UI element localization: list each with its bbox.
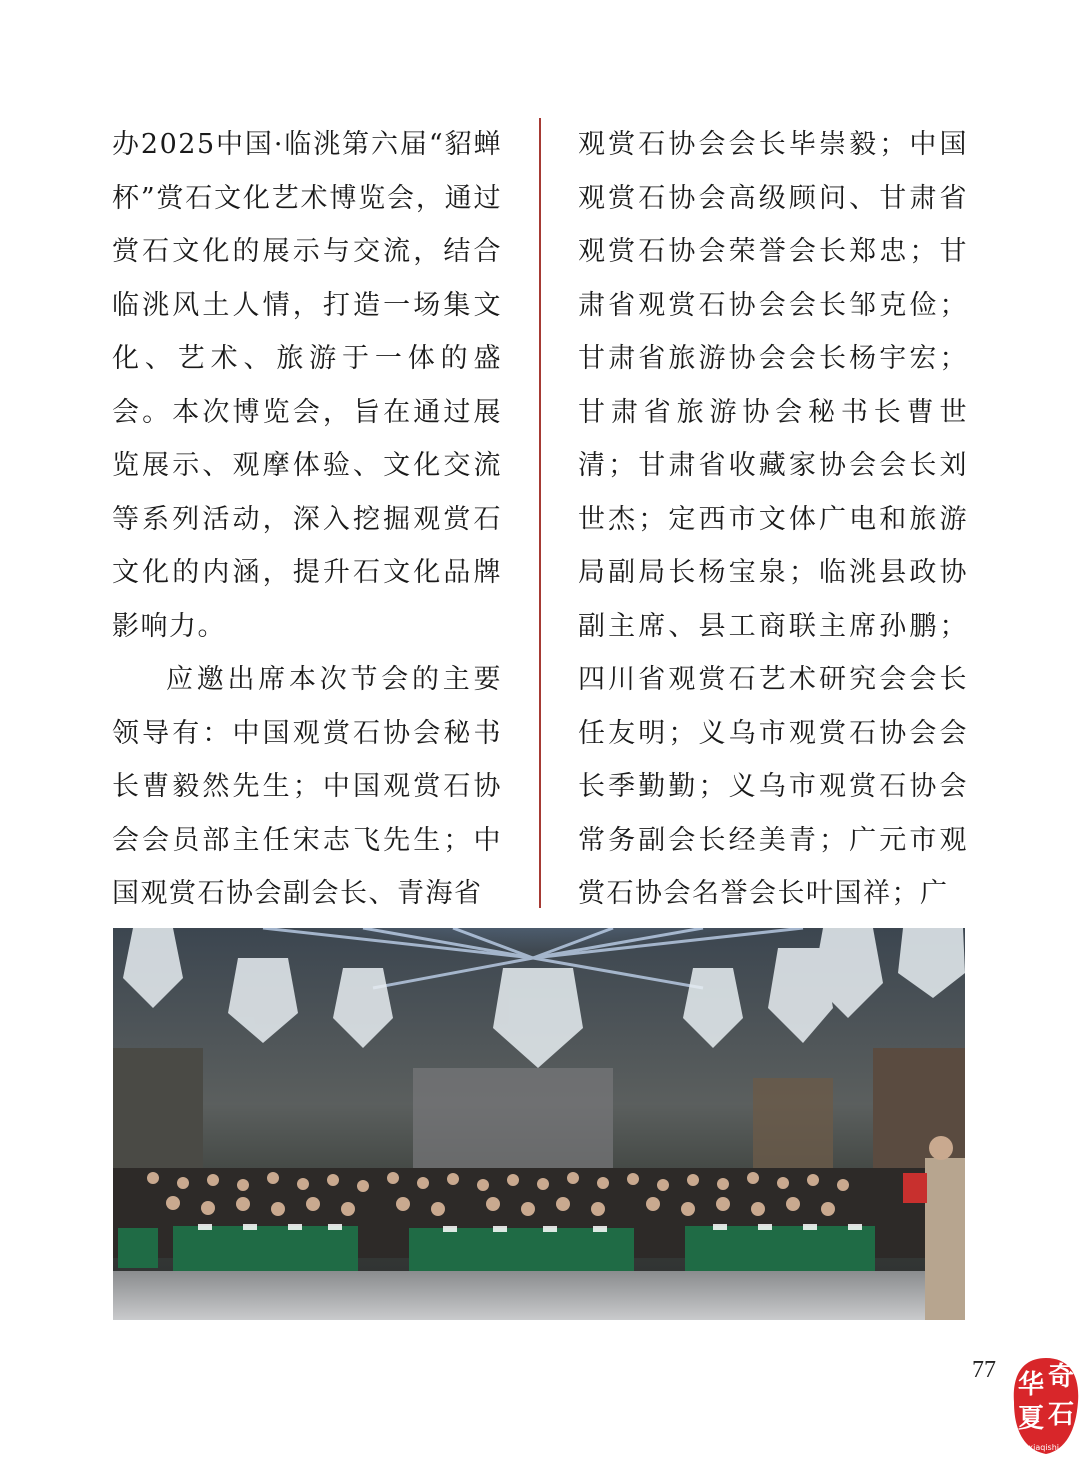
seal-char: 夏: [1018, 1404, 1045, 1434]
left-text-column: [112, 118, 502, 921]
right-text-column: [578, 118, 968, 921]
watermark-logo: [1010, 1350, 1080, 1458]
page-number: 77: [972, 1357, 996, 1383]
paragraph: 应邀出席本次节会的主要领导有：中国观赏石协会秘书长曹毅然先生；中国观赏石协会会员部主任宋志飞先生；中国观赏石协会副会长、青海省: [112, 664, 502, 909]
paragraph: 办2025中国·临洮第六届“貂蝉杯”赏石文化艺术博览会，通过赏石文化的展示与交流，结合临洮风土人情，打造一场集文化、艺术、旅游于一体的盛会。本次博览会，旨在通过展览展示、观摩体验、文化交流等系列活动，深入挖掘观赏石文化的内涵，提升石文化品牌影响力。: [112, 129, 502, 642]
seal-url: huaxiaqishi.com: [1013, 1443, 1079, 1452]
seal-char: 奇: [1048, 1362, 1075, 1392]
seal-char: 华: [1018, 1370, 1045, 1400]
seal-char: 石: [1048, 1400, 1075, 1430]
event-photo: [113, 928, 965, 1320]
paragraph: 观赏石协会会长毕崇毅；中国观赏石协会高级顾问、甘肃省观赏石协会荣誉会长郑忠；甘肃省观赏石协会会长邹克俭；甘肃省旅游协会会长杨宇宏；甘肃省旅游协会秘书长曹世清；甘肃省收藏家协会会长刘世杰；定西市文体广电和旅游局副局长杨宝泉；临洮县政协副主席、县工商联主席孙鹏；四川省观赏石艺术研究会会长任友明；义乌市观赏石协会会长季勤勤；义乌市观赏石协会常务副会长经美青；广元市观赏石协会名誉会长叶国祥；广: [578, 129, 968, 909]
column-divider: [539, 118, 541, 908]
